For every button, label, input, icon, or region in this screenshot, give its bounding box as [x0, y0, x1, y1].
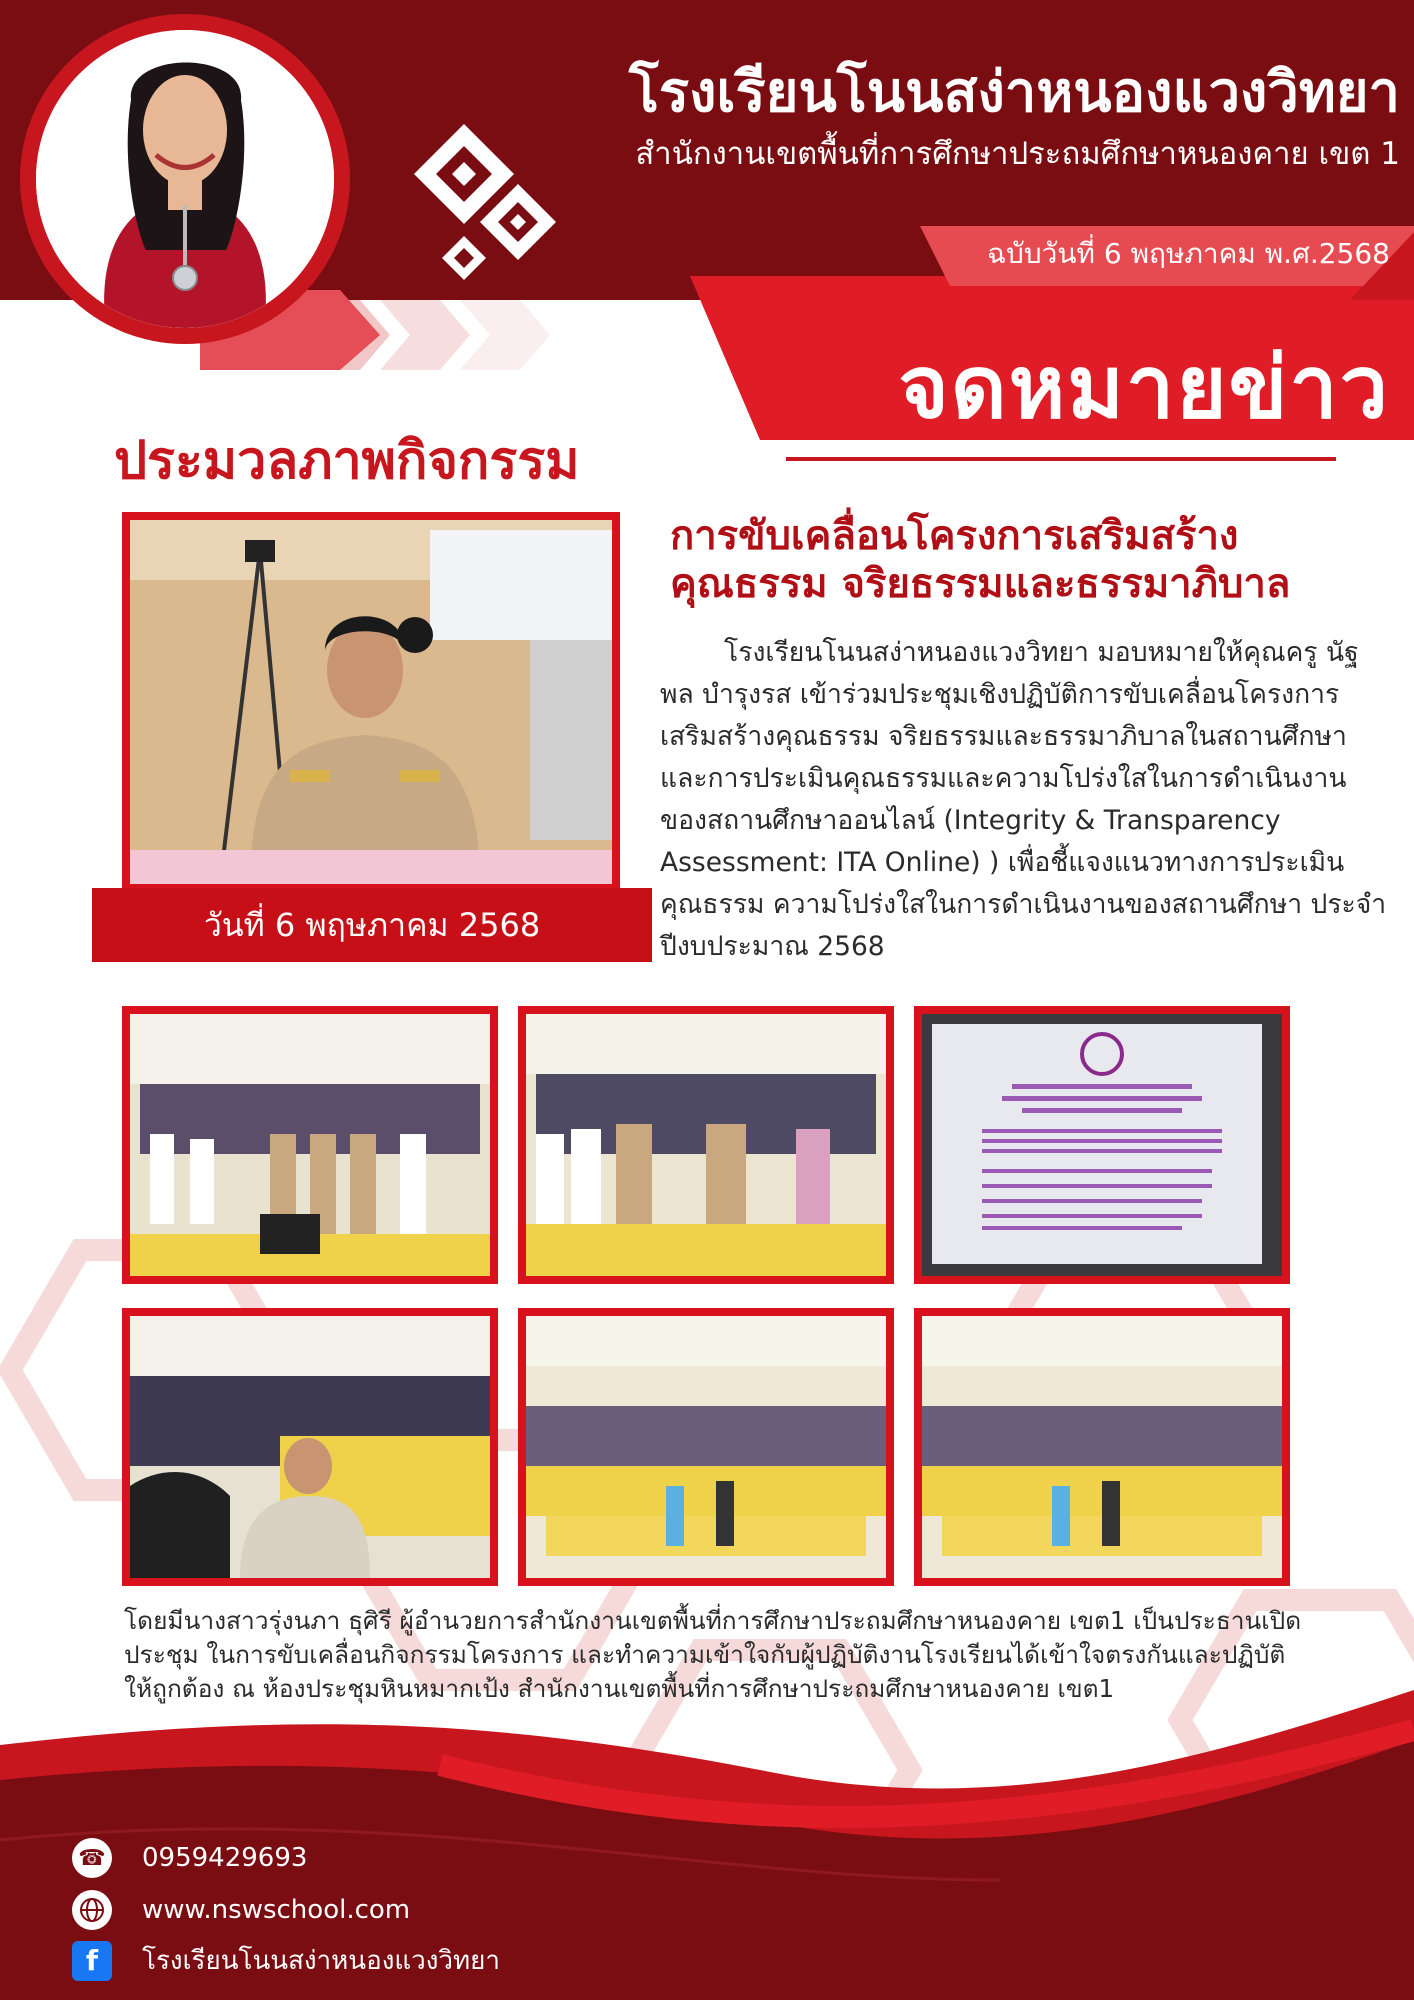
- diamond-logo-icon: [414, 124, 564, 284]
- article-body: [660, 632, 1390, 968]
- office-name: สำนักงานเขตพื้นที่การศึกษาประถมศึกษาหนองคาย เขต 1: [635, 136, 1400, 172]
- school-name: โรงเรียนโนนสง่าหนองแวงวิทยา: [628, 60, 1400, 125]
- photo-date-caption: วันที่ 6 พฤษภาคม 2568: [92, 888, 652, 962]
- website-link[interactable]: www.nswschool.com: [142, 1895, 411, 1925]
- gallery-photo-3: [914, 1006, 1290, 1284]
- issue-date: ฉบับวันที่ 6 พฤษภาคม พ.ศ.2568: [987, 237, 1390, 270]
- facebook-icon: f: [72, 1941, 112, 1981]
- globe-icon: [72, 1890, 112, 1930]
- director-portrait: [36, 30, 334, 328]
- article-title: [668, 512, 1388, 608]
- gallery-photo-2: [518, 1006, 894, 1284]
- phone-number[interactable]: 0959429693: [142, 1843, 308, 1873]
- gallery-photo-4: [122, 1308, 498, 1586]
- gallery-photo-1: [122, 1006, 498, 1284]
- article-title-line1: การขับเคลื่อนโครงการเสริมสร้าง: [670, 513, 1239, 559]
- article-title-line2: คุณธรรม จริยธรรมและธรรมาภิบาล: [670, 561, 1291, 607]
- newsletter-title: จดหมายข่าว: [898, 338, 1390, 438]
- contact-facebook: [72, 1940, 500, 1981]
- contact-website: [72, 1890, 410, 1930]
- main-activity-photo: [122, 512, 620, 892]
- section-divider: [786, 457, 1336, 461]
- phone-icon: ☎: [72, 1838, 112, 1878]
- gallery-photo-6: [914, 1308, 1290, 1586]
- article-body-text: โรงเรียนโนนสง่าหนองแวงวิทยา มอบหมายให้คุณครู นัฐพล บำรุงรส เข้าร่วมประชุมเชิงปฏิบัติการขับเคลื่อนโครงการเสริมสร้างคุณธรรม จริยธรรมและธรรมาภิบาลในสถานศึกษา และการประเมินคุณธรรมและความโปร่งใสในการดำเนินงานของสถานศึกษาออนไลน์ (Integrity & Transparency Assessment: ITA Online) ) เพื่อชี้แจงแนวทางการประเมินคุณธรรม ความโปร่งใสในการดำเนินงานของสถานศึกษา ประจำปีงบประมาณ 2568: [660, 637, 1387, 962]
- facebook-page-link[interactable]: โรงเรียนโนนสง่าหนองแวงวิทยา: [142, 1946, 501, 1976]
- contact-phone: [72, 1838, 307, 1878]
- gallery-photo-5: [518, 1308, 894, 1586]
- section-title: ประมวลภาพกิจกรรม: [114, 431, 580, 491]
- closing-text: โดยมีนางสาวรุ่งนภา ธุศิรี ผู้อำนวยการสำนักงานเขตพื้นที่การศึกษาประถมศึกษาหนองคาย เขต1 เป็นประธานเปิดประชุม ในการขับเคลื่อนกิจกรรมโครงการ และทำความเข้าใจกับผู้ปฏิบัติงานโรงเรียนได้เข้าใจตรงกันและปฏิบัติให้ถูกต้อง ณ ห้องประชุมหินหมากเป้ง สำนักงานเขตพื้นที่การศึกษาประถมศึกษาหนองคาย เขต1: [124, 1606, 1302, 1703]
